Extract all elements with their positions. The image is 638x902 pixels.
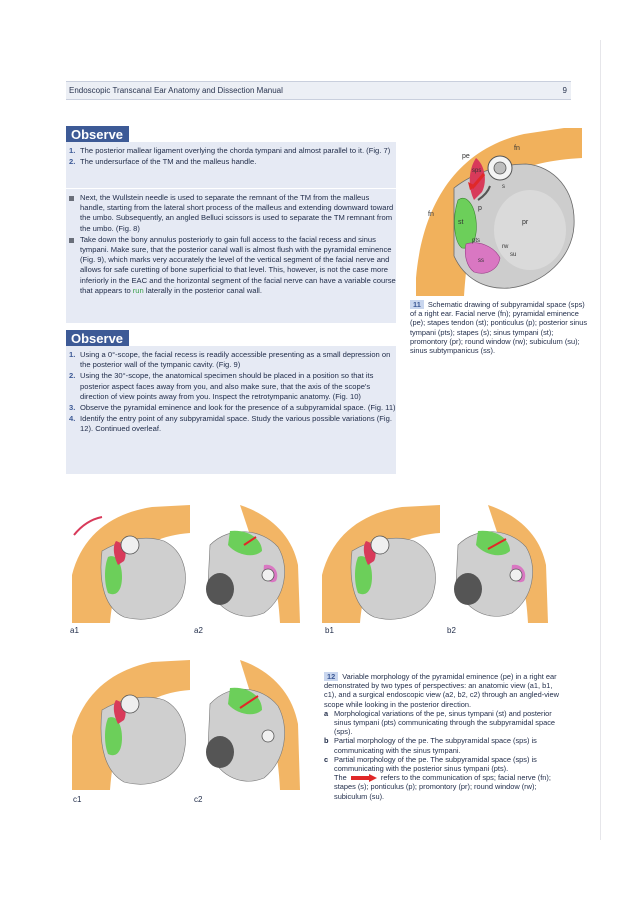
observe-item: 2. Using the 30°-scope, the anatomical specimen should be placed in a position so that its posterior aspect faces away from you, and also make sure, that the axis of the scope's direction of view points away from you. Inspect the retrotympanic anatomy. (Fig. 10) (69, 371, 374, 401)
figure-11-subpyramidal-drawing (414, 128, 582, 296)
fig11-label-pe: pe (462, 153, 470, 160)
figure-12-panel-c1 (72, 660, 190, 790)
book-title: Endoscopic Transcanal Ear Anatomy and Dissection Manual (69, 86, 283, 95)
panel-label-b2: b2 (447, 626, 456, 635)
step-item: Next, the Wullstein needle is used to separate the remnant of the TM from the malleus handle, starting from the lateral short process of the malleus and extending downward toward the umbo. Subsequently, an angled Belluci scissors is used to separate the TM remnant from the umbo. (Fig. 8) (66, 193, 396, 234)
observe-item: 1. The posterior mallear ligament overlying the chorda tympani and almost parallel to it. (Fig. 7) (69, 146, 391, 155)
observe-item: 2. The undersurface of the TM and the malleus handle. (69, 157, 257, 167)
fig11-label-fn-left: fn (428, 211, 434, 218)
figure-12-panel-b1 (322, 505, 440, 623)
running-header (66, 81, 571, 100)
fig11-label-st: st (458, 219, 464, 226)
fig11-label-su: su (510, 252, 517, 258)
figure-12-panel-b2 (448, 505, 548, 623)
fig11-label-ss: ss (478, 258, 484, 264)
fig11-label-p: p (478, 205, 482, 212)
figure-number: 12 (324, 672, 338, 681)
caption-intro: 12 Variable morphology of the pyramidal eminence (pe) in a right ear demonstrated by two types of perspectives: an anatomic view (a1, b1, c1), and a surgical endoscopic view (a2, b2, c2) through an angled-view scope while looking in the posterior direction. (324, 672, 559, 709)
observe-list-2 (66, 346, 396, 474)
page-number: 9 (562, 86, 567, 95)
caption-c: c Partial morphology of the pe. The subpyramidal space (sps) is communicating with the posterior sinus tympani (pts). The refers to the communication of sps; facial nerve (fn); stapes (s); ponticulus (p); promontory (pr); round window (rw); subiculum (su). (324, 754, 551, 801)
observe-item: 1. Using a 0°-scope, the facial recess is readily accessible presenting as a small depression on the posterior wall of the tympanic cavity. (Fig. 9) (69, 350, 391, 370)
figure-12-caption (324, 672, 564, 801)
fig11-label-s: s (502, 184, 505, 190)
observe-list-1 (66, 142, 396, 188)
fig11-label-pts: pts (472, 238, 481, 244)
figure-12-panel-a1 (72, 505, 190, 623)
panel-label-c2: c2 (194, 795, 203, 804)
fig11-label-rw: rw (502, 244, 509, 250)
panel-label-b1: b1 (325, 626, 334, 635)
figure-number: 11 (410, 300, 424, 309)
panel-label-a2: a2 (194, 626, 203, 635)
procedure-steps (66, 189, 396, 323)
red-arrow-icon (351, 774, 377, 782)
panel-label-a1: a1 (70, 626, 79, 635)
step-item: Take down the bony annulus posteriorly to gain full access to the facial recess and sinus tympani. Make sure, that the posterior canal wall is almost flush with the pyramidal eminence (Fig. 9), which marks very accurately the level of the vertical segment of the facial nerve and allows for safe curetting of bone superficial to that level. This, however, is not the case more inferiorly in the EAC and the horizontal segment of the facial nerve can have a variable course that appears to run laterally in the posterior canal wall. (66, 235, 396, 296)
caption-b: b Partial morphology of the pe. The subpyramidal space (sps) is communicating with the sinus tympani. (324, 736, 537, 755)
caption-a: a Morphological variations of the pe, sinus tympani (st) and posterior sinus tympani (pts) communicating through the subpyramidal space (sps). (324, 708, 556, 737)
fig11-label-pr: pr (522, 219, 529, 226)
figure-12-panel-a2 (200, 505, 300, 623)
panel-label-c1: c1 (73, 795, 82, 804)
observe-heading-1: Observe (66, 126, 129, 144)
figure-12-panel-c2 (200, 660, 300, 790)
observe-heading-2: Observe (66, 330, 129, 348)
page-margin-line (600, 40, 601, 840)
fig11-label-sps: sps (472, 168, 482, 174)
figure-11-caption: 11 Schematic drawing of subpyramidal space (sps) of a right ear. Facial nerve (fn); pyramidal eminence (pe); stapes tendon (st); ponticulus (p); posterior sinus tympani (pts); stapes (s); sinus tympani (st); promontory (pr); round window (rw); subiculum (su); sinus subtympanicus (ss). (410, 300, 588, 356)
observe-item: 4. Identify the entry point of any subpyramidal space. Study the various possible variations (Fig. 12). Continued overleaf. (69, 414, 392, 434)
fig11-label-fn-top: fn (514, 145, 520, 152)
observe-item: 3. Observe the pyramidal eminence and look for the presence of a subpyramidal space. (Fig. 11) (69, 403, 396, 413)
